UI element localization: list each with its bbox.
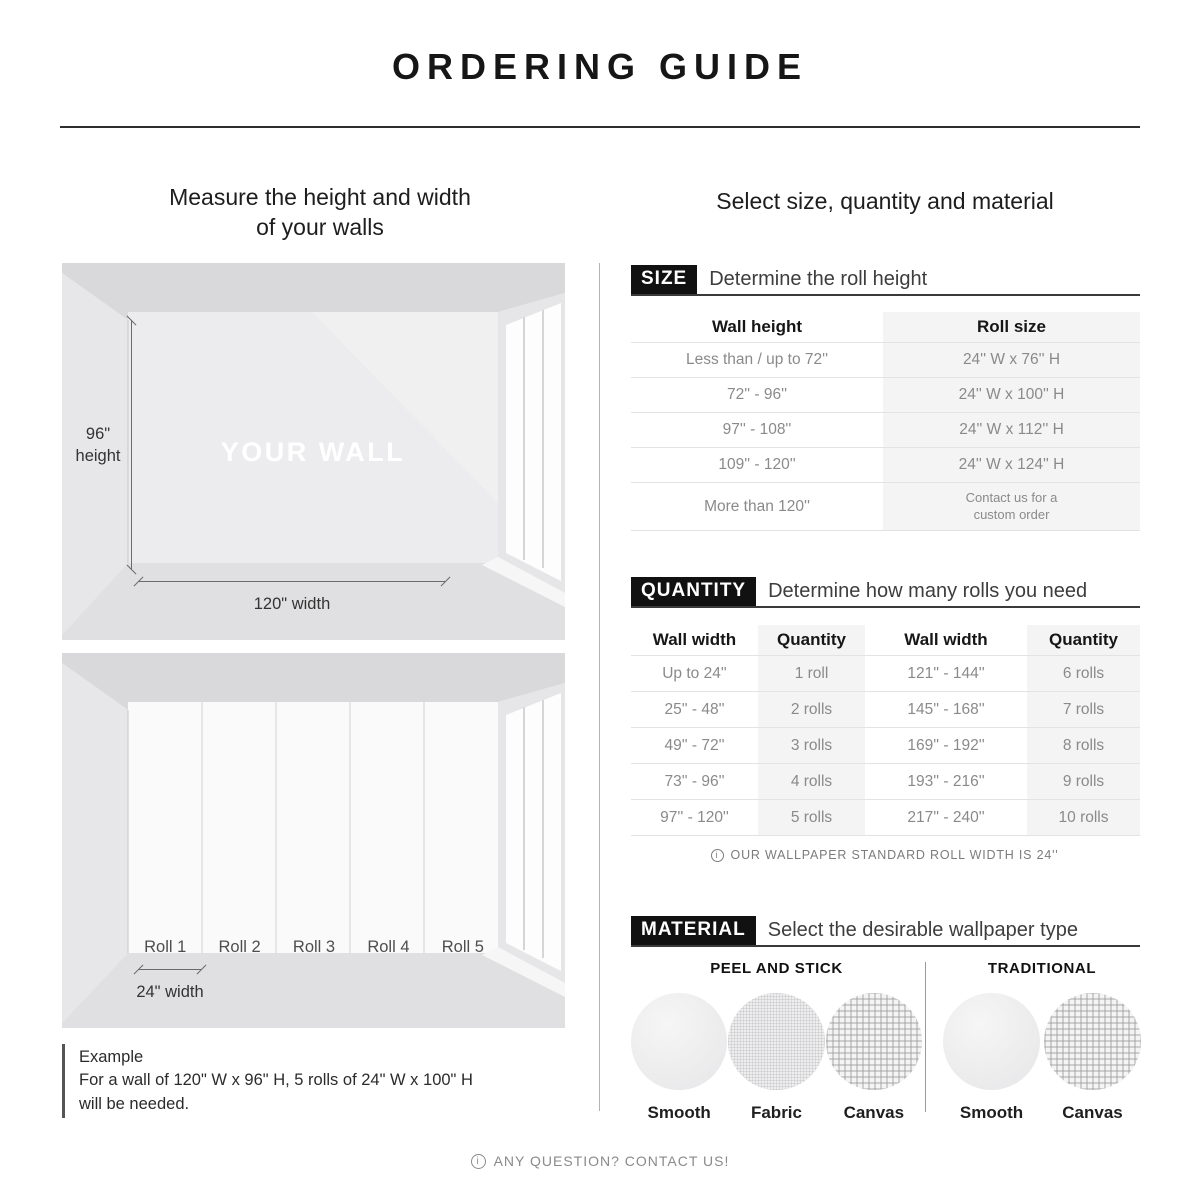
height-measure-line [131, 320, 132, 570]
roll-size-cell: 24'' W x 76'' H [883, 343, 1140, 377]
size-section-header [631, 265, 1140, 296]
contact-note [60, 1153, 1140, 1169]
size-table-row [631, 482, 1140, 530]
quantity-cell: 2 rolls [758, 692, 865, 727]
wall-width-cell: 121'' - 144'' [907, 664, 985, 682]
wall-width-cell: 193'' - 216'' [907, 772, 985, 790]
quantity-cell: 1 roll [758, 656, 865, 691]
example-line2: will be needed. [79, 1094, 190, 1113]
size-table-row [631, 447, 1140, 482]
roll-label: Roll 1 [144, 938, 187, 956]
wall-width-cell: 217'' - 240'' [907, 808, 985, 826]
top-divider [60, 126, 1140, 128]
room-illustration-your-wall [62, 263, 565, 640]
wall-width-cell: 145'' - 168'' [907, 700, 985, 718]
wall-width-label: 120" width [253, 595, 331, 613]
quantity-table-row [631, 763, 1140, 799]
quantity-table [631, 625, 1140, 836]
roll-label: Roll 4 [367, 938, 410, 956]
roll-size-header: Roll size [883, 312, 1140, 342]
material-group-divider [925, 962, 926, 1112]
select-column [630, 170, 1140, 1130]
example-note [62, 1044, 473, 1118]
material-label: Smooth [647, 1103, 711, 1122]
material-label: Smooth [959, 1103, 1024, 1122]
size-table-row [631, 412, 1140, 447]
example-title: Example [79, 1048, 144, 1066]
wall-height-cell: 72'' - 96'' [726, 386, 788, 403]
material-label: Fabric [750, 1103, 802, 1122]
roll-label: Roll 5 [441, 938, 484, 956]
contact-note-text: ANY QUESTION? CONTACT US! [493, 1153, 730, 1169]
roll-width-measure-line [138, 969, 202, 970]
room-illustration-rolls [62, 653, 565, 1028]
quantity-table-row [631, 799, 1140, 835]
size-section-title: Determine the roll height [709, 268, 928, 290]
roll-size-cell: 24'' W x 112'' H [883, 413, 1140, 447]
roll-labels-row [128, 938, 500, 957]
quantity-badge: QUANTITY [631, 577, 756, 606]
room-drawing [62, 653, 565, 1028]
wall-height-cell: Less than / up to 72'' [685, 351, 829, 368]
quantity-section-title: Determine how many rolls you need [768, 580, 1088, 602]
material-group-title: TRADITIONAL [987, 960, 1097, 977]
quantity-cell: 9 rolls [1027, 764, 1140, 799]
size-table-header-row [631, 312, 1140, 342]
roll-width-note-text: OUR WALLPAPER STANDARD ROLL WIDTH IS 24'' [730, 848, 1059, 862]
quantity-table-row [631, 727, 1140, 763]
material-labels [631, 1103, 922, 1123]
canvas-swatch [826, 993, 922, 1090]
custom-order-text: Contact us for a custom order [965, 489, 1058, 522]
quantity-table-row [631, 655, 1140, 691]
material-swatches [943, 993, 1141, 1090]
material-badge: MATERIAL [631, 916, 756, 945]
wall-width-cell: 25'' - 48'' [664, 700, 725, 718]
roll-width-label: 24" width [136, 983, 204, 1001]
quantity-header: Quantity [758, 625, 865, 655]
quantity-table-header-row [631, 625, 1140, 655]
wall-height-word: height [75, 447, 121, 466]
material-swatches [631, 993, 922, 1090]
select-heading: Select size, quantity and material [716, 188, 1054, 214]
wall-width-header: Wall width [904, 630, 988, 649]
material-label: Canvas [1062, 1103, 1123, 1122]
quantity-cell: 4 rolls [758, 764, 865, 799]
wall-width-cell: 73'' - 96'' [664, 772, 725, 790]
wall-width-cell: 49'' - 72'' [664, 736, 725, 754]
wall-height-value: 96" [85, 425, 111, 443]
quantity-cell: 7 rolls [1027, 692, 1140, 727]
canvas-swatch [1044, 993, 1141, 1090]
material-section-title: Select the desirable wallpaper type [767, 919, 1078, 941]
smooth-swatch [943, 993, 1040, 1090]
wall-height-cell: More than 120'' [704, 497, 810, 515]
page-title: ORDERING GUIDE [391, 46, 809, 87]
wall-width-cell: 169'' - 192'' [907, 736, 985, 754]
material-labels [943, 1103, 1141, 1123]
roll-size-cell [883, 483, 1140, 530]
wall-height-label [68, 423, 128, 468]
size-badge: SIZE [631, 265, 697, 294]
measure-heading [60, 182, 580, 243]
roll-width-note [630, 848, 1139, 862]
quantity-table-row [631, 691, 1140, 727]
smooth-swatch [631, 993, 727, 1090]
roll-size-cell: 24'' W x 124'' H [883, 448, 1140, 482]
quantity-cell: 10 rolls [1027, 800, 1140, 835]
quantity-cell: 5 rolls [758, 800, 865, 835]
quantity-cell: 6 rolls [1027, 656, 1140, 691]
wall-height-cell: 97'' - 108'' [722, 421, 792, 438]
material-section-header [631, 916, 1140, 947]
wall-height-cell: 109'' - 120'' [718, 456, 796, 473]
roll-size-cell: 24'' W x 100'' H [883, 378, 1140, 412]
wall-height-header: Wall height [711, 317, 803, 336]
measure-heading-line2: of your walls [256, 214, 384, 241]
quantity-cell: 8 rolls [1027, 728, 1140, 763]
size-table-row [631, 342, 1140, 377]
material-groups [631, 960, 1140, 1120]
material-group-traditional [943, 960, 1141, 1123]
roll-label: Roll 3 [292, 938, 336, 956]
info-icon: i [471, 1154, 486, 1169]
fabric-swatch [728, 993, 824, 1090]
example-line1: For a wall of 120" W x 96" H, 5 rolls of 24" W x 100" H [79, 1071, 473, 1090]
wall-width-cell: 97'' - 120'' [660, 808, 729, 826]
column-divider [599, 263, 600, 1111]
quantity-cell: 3 rolls [758, 728, 865, 763]
measure-heading-line1: Measure the height and width [169, 184, 471, 210]
quantity-header: Quantity [1027, 625, 1140, 655]
roll-label: Roll 2 [218, 938, 261, 956]
wall-width-header: Wall width [652, 630, 737, 649]
material-group-peel-and-stick [631, 960, 922, 1123]
material-label: Canvas [843, 1103, 905, 1122]
size-table [631, 312, 1140, 531]
quantity-section-header [631, 577, 1140, 608]
measure-column [60, 170, 580, 1130]
wall-width-cell: Up to 24'' [662, 664, 727, 682]
material-group-title: PEEL AND STICK [710, 960, 843, 977]
width-measure-line [138, 581, 446, 582]
your-wall-label: YOUR WALL [220, 437, 406, 467]
info-icon: i [711, 849, 724, 862]
size-table-row [631, 377, 1140, 412]
